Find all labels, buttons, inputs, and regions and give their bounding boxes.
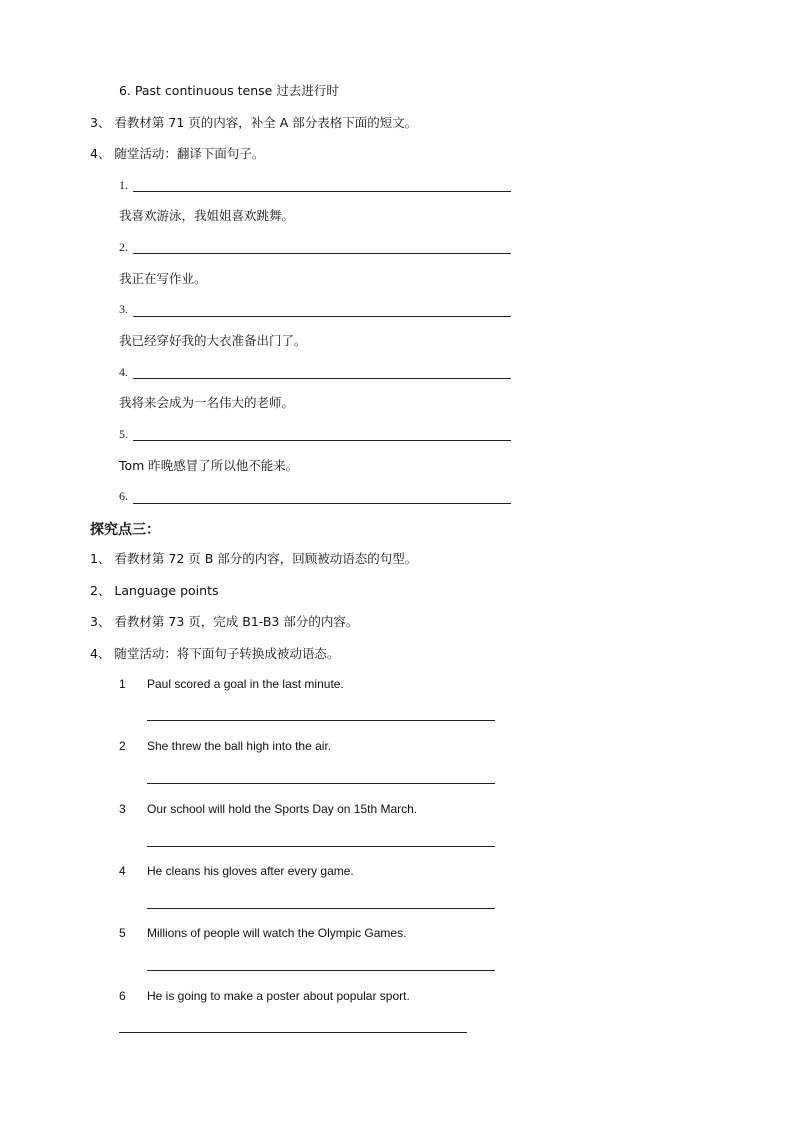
answer-line[interactable] (147, 970, 495, 971)
instruction-item-4: 4、 随堂活动：翻译下面句子。 (90, 146, 265, 161)
exercise-sentence: Millions of people will watch the Olympic Games. (147, 926, 407, 940)
section-item-3: 3、 看教材第 73 页，完成 B1-B3 部分的内容。 (90, 614, 359, 629)
instruction-item-3: 3、 看教材第 71 页的内容，补全 A 部分表格下面的短文。 (90, 115, 418, 130)
translation-number: 4. (119, 365, 128, 379)
exercise-number: 3 (119, 802, 126, 816)
translation-number: 6. (119, 489, 128, 503)
exercise-sentence: He is going to make a poster about popular sport. (147, 989, 410, 1003)
translation-number: 2. (119, 240, 128, 254)
exercise-number: 5 (119, 926, 126, 940)
past-continuous-item: 6. Past continuous tense 过去进行时 (119, 83, 339, 98)
exercise-sentence: Our school will hold the Sports Day on 15th March. (147, 802, 418, 816)
answer-line[interactable] (133, 191, 511, 192)
exercise-number: 6 (119, 989, 126, 1003)
section-item-2: 2、 Language points (90, 583, 219, 598)
translation-sentence: 我将来会成为一名伟大的老师。 (119, 395, 295, 410)
answer-line[interactable] (133, 440, 511, 441)
section-heading: 探究点三： (90, 522, 160, 538)
translation-sentence: Tom 昨晚感冒了所以他不能来。 (119, 458, 299, 473)
exercise-number: 4 (119, 864, 126, 878)
answer-line[interactable] (147, 783, 495, 784)
exercise-number: 1 (119, 677, 126, 691)
exercise-number: 2 (119, 739, 126, 753)
translation-number: 5. (119, 427, 128, 441)
translation-sentence: 我正在写作业。 (119, 271, 207, 286)
section-item-1: 1、 看教材第 72 页 B 部分的内容，回顾被动语态的句型。 (90, 551, 418, 566)
translation-sentence: 我已经穿好我的大衣准备出门了。 (119, 333, 307, 348)
translation-number: 1. (119, 178, 128, 192)
exercise-sentence: He cleans his gloves after every game. (147, 864, 354, 878)
answer-line[interactable] (147, 720, 495, 721)
answer-line[interactable] (133, 378, 511, 379)
answer-line[interactable] (133, 503, 511, 504)
translation-sentence: 我喜欢游泳，我姐姐喜欢跳舞。 (119, 208, 295, 223)
answer-line[interactable] (147, 846, 495, 847)
answer-line[interactable] (147, 908, 495, 909)
exercise-sentence: Paul scored a goal in the last minute. (147, 677, 344, 691)
answer-line[interactable] (133, 253, 511, 254)
exercise-sentence: She threw the ball high into the air. (147, 739, 332, 753)
answer-line[interactable] (119, 1032, 467, 1033)
section-item-4: 4、 随堂活动：将下面句子转换成被动语态。 (90, 646, 340, 661)
answer-line[interactable] (133, 316, 511, 317)
translation-number: 3. (119, 302, 128, 316)
